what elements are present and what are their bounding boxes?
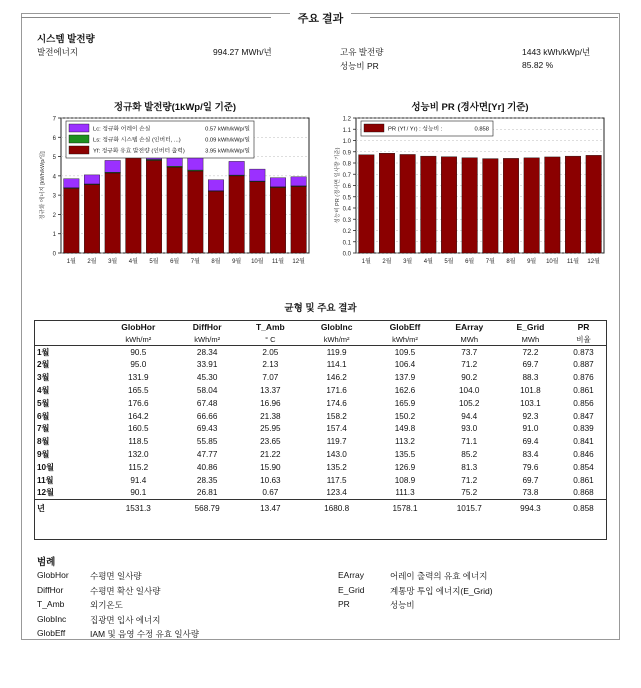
legend-desc: 계통망 투입 에너지(E_Grid): [390, 585, 493, 596]
value-cell: 72.2: [522, 347, 539, 357]
unit-cell: MWh: [500, 334, 561, 346]
table-row: [35, 384, 606, 397]
value-cell: 90.5: [130, 347, 147, 357]
month-cell: 12월: [37, 488, 55, 498]
y-tick-label: 7: [52, 116, 56, 123]
year-label-cell: 년: [35, 500, 101, 518]
specific-yield-value: 1443 kWh/kWp/년: [522, 47, 591, 57]
month-cell: 6월: [37, 411, 50, 421]
value-cell: 16.96: [260, 398, 281, 408]
value-cell: 21.22: [260, 450, 281, 460]
legend-key: DiffHor: [37, 584, 64, 595]
bar-lc: [270, 178, 286, 187]
value-cell: 26.81: [196, 488, 218, 498]
legend-desc: IAM 및 음영 수정 유효 일사량: [90, 629, 200, 639]
value-cell: 90.2: [461, 373, 478, 383]
bar-pr: [586, 155, 602, 253]
value-cell: 105.2: [459, 398, 480, 408]
value-cell: 85.2: [461, 450, 478, 460]
month-cell: 11월: [37, 475, 54, 485]
value-cell: 0.876: [573, 373, 594, 383]
x-tick-label: 8월: [211, 259, 221, 265]
x-tick-label: 12월: [587, 259, 600, 265]
x-tick-label: 1월: [66, 259, 76, 265]
value-cell: 164.2: [128, 411, 149, 421]
value-cell: 106.4: [394, 360, 416, 370]
value-cell: 95.0: [130, 360, 147, 370]
x-tick-label: 5월: [149, 259, 159, 265]
value-cell: 157.4: [326, 424, 347, 434]
y-tick-label: 0.7: [342, 172, 351, 179]
value-cell: 176.6: [128, 398, 149, 408]
value-cell: 0.861: [573, 475, 594, 485]
y-tick-label: 1: [52, 232, 56, 239]
bar-pr: [545, 157, 561, 253]
x-tick-label: 10월: [546, 259, 559, 265]
value-cell: 0.847: [573, 411, 594, 421]
table-row: [35, 410, 606, 423]
bar-pr: [379, 153, 395, 253]
table-row: [35, 474, 606, 487]
legend-desc: 수평면 확산 일사량: [90, 585, 161, 596]
legend-key: GlobInc: [37, 613, 67, 624]
unit-cell: 비율: [561, 334, 606, 346]
x-tick-label: 7월: [485, 259, 495, 265]
col-globeff: GlobEff: [389, 322, 421, 333]
legend-desc: 수평면 일사량: [90, 571, 142, 581]
bar-lc: [208, 180, 224, 191]
value-cell: 119.7: [326, 437, 347, 447]
legend-label: Ls: 정규화 시스템 손실 (인버터, ...): [93, 137, 181, 144]
legend-value: 3.95 kWh/kWp/일: [205, 148, 250, 155]
x-tick-label: 7월: [190, 259, 200, 265]
value-cell: 123.4: [326, 488, 347, 498]
value-cell: 10.63: [260, 475, 281, 485]
value-cell: 67.48: [196, 398, 218, 408]
table-row: [35, 423, 606, 436]
legend-label: PR (Yf / Yr) : 성능비 :: [388, 126, 443, 133]
x-tick-label: 11월: [566, 259, 580, 265]
value-cell: 91.0: [522, 424, 539, 434]
value-cell: 47.77: [196, 450, 218, 460]
unit-cell: kWh/m²: [176, 334, 239, 346]
value-cell: 160.5: [128, 424, 149, 434]
legend-label: Yf: 정규화 유효 발전량 (인버터 출력): [93, 148, 185, 155]
legend-key: E_Grid: [338, 584, 365, 595]
value-cell: 0.887: [573, 360, 594, 370]
pr-value: 85.82 %: [522, 60, 554, 70]
table-row: [35, 345, 606, 358]
table-row: [35, 461, 606, 474]
value-cell: 119.9: [326, 347, 347, 357]
value-cell: 114.1: [326, 360, 347, 370]
bar-pr: [503, 158, 519, 253]
value-cell: 79.6: [522, 462, 539, 472]
x-tick-label: 1월: [361, 259, 371, 265]
y-tick-label: 6: [52, 135, 56, 142]
x-tick-label: 12월: [292, 259, 305, 265]
col-egrid: E_Grid: [516, 322, 545, 333]
bar-lc: [84, 175, 100, 184]
value-cell: 73.7: [461, 347, 478, 357]
value-cell: 2.13: [262, 360, 279, 370]
y-tick-label: 4: [52, 174, 56, 181]
y-tick-label: 3: [52, 193, 56, 200]
y-tick-label: 0.9: [342, 150, 351, 157]
value-cell: 103.1: [520, 398, 541, 408]
unit-cell: kWh/m²: [101, 334, 176, 346]
value-cell: 33.91: [196, 360, 218, 370]
col-earray: EArray: [455, 322, 484, 333]
legend-desc: 성능비: [390, 600, 415, 610]
system-production-title: 시스템 발전량: [37, 34, 95, 45]
legend-desc: 집광면 입사 에너지: [90, 614, 161, 625]
value-cell: 158.2: [326, 411, 347, 421]
value-cell: 58.04: [196, 386, 218, 396]
bar-yf: [291, 186, 307, 253]
y-tick-label: 2: [52, 212, 56, 219]
y-tick-label: 5: [52, 155, 56, 162]
table-title: 균형 및 주요 결과: [284, 303, 357, 314]
y-tick-label: 0.1: [342, 240, 351, 247]
y-tick-label: 0.3: [342, 217, 351, 224]
x-tick-label: 9월: [232, 259, 242, 265]
x-tick-label: 2월: [87, 259, 97, 265]
table-row: [35, 397, 606, 410]
value-cell: 0.861: [573, 386, 594, 396]
y-tick-label: 0.0: [342, 251, 351, 258]
bar-yf: [167, 167, 183, 253]
bar-yf: [229, 176, 245, 253]
value-cell: 111.3: [395, 488, 415, 498]
value-cell: 71.1: [461, 437, 478, 447]
energy-value: 994.27 MWh/년: [213, 47, 272, 57]
bar-yf: [270, 187, 286, 253]
col-globinc: GlobInc: [320, 322, 353, 333]
table-row: [35, 448, 606, 461]
value-cell: 45.30: [196, 373, 218, 383]
page-title: 주요 결과: [0, 10, 641, 26]
legend-key: GlobHor: [37, 570, 69, 580]
y-tick-label: 0.5: [342, 195, 351, 202]
x-tick-label: 6월: [170, 259, 180, 265]
value-cell: 104.0: [459, 386, 480, 396]
bar-yf: [84, 185, 100, 253]
bar-pr: [483, 159, 499, 253]
unit-cell: MWh: [439, 334, 500, 346]
table-row: [35, 371, 606, 384]
value-cell: 0.868: [573, 488, 594, 498]
y-tick-label: 0: [52, 251, 56, 258]
col-diffhor: DiffHor: [192, 322, 222, 333]
month-cell: 3월: [37, 373, 50, 383]
value-cell: 71.2: [461, 360, 478, 370]
value-cell: 150.2: [394, 411, 416, 421]
value-cell: 15.90: [260, 462, 281, 472]
unit-cell: ° C: [239, 334, 302, 346]
value-cell: 171.6: [326, 386, 347, 396]
bar-lc: [291, 177, 307, 186]
legend-key: EArray: [338, 570, 364, 580]
value-cell: 13.37: [260, 386, 281, 396]
value-cell: 108.9: [394, 475, 416, 485]
normalized-production-chart: [36, 113, 316, 270]
value-cell: 0.873: [573, 347, 594, 357]
value-cell: 117.5: [326, 475, 347, 485]
value-cell: 118.5: [128, 437, 149, 447]
value-cell: 69.4: [522, 437, 539, 447]
month-cell: 4월: [37, 386, 50, 396]
x-tick-label: 3월: [403, 259, 413, 265]
value-cell: 132.0: [128, 450, 149, 460]
bar-yf: [188, 171, 204, 253]
y-tick-label: 1.2: [342, 116, 351, 123]
col-globhor: GlobHor: [121, 322, 156, 333]
x-tick-label: 2월: [382, 259, 392, 265]
month-cell: 1월: [37, 347, 50, 357]
value-cell: 101.8: [520, 386, 541, 396]
x-tick-label: 11월: [271, 259, 285, 265]
bar-pr: [524, 158, 540, 253]
y-tick-label: 0.2: [342, 229, 351, 235]
value-cell: 149.8: [394, 424, 416, 434]
value-cell: 69.7: [522, 475, 539, 485]
balance-table: [34, 320, 607, 540]
value-cell: 69.7: [522, 360, 539, 370]
bar-lc: [250, 169, 265, 181]
value-cell: 135.5: [394, 450, 416, 460]
year-value-cell: 0.858: [561, 500, 606, 518]
legend-value: 0.858: [474, 126, 489, 133]
legend-swatch: [69, 135, 89, 143]
value-cell: 81.3: [461, 462, 478, 472]
y-tick-label: 0.6: [342, 184, 351, 190]
legend-key: GlobEff: [37, 628, 66, 638]
energy-label: 발전에너지: [37, 47, 79, 57]
table-row: [35, 435, 606, 448]
bar-yf: [146, 160, 162, 253]
x-tick-label: 8월: [506, 259, 516, 265]
y-axis-label: 성능비 PR (경사면 일사량 기준): [335, 147, 341, 224]
value-cell: 0.854: [573, 462, 594, 472]
legend-key: PR: [338, 599, 350, 609]
legend-title: 범례: [37, 557, 56, 568]
bar-pr: [359, 155, 375, 253]
bar-lc: [229, 161, 245, 175]
y-tick-label: 1.0: [342, 139, 351, 145]
value-cell: 115.2: [128, 462, 149, 472]
value-cell: 143.0: [326, 450, 347, 460]
bar-yf: [105, 173, 121, 253]
x-tick-label: 6월: [465, 259, 475, 265]
value-cell: 23.65: [260, 437, 281, 447]
bar-pr: [462, 158, 478, 253]
value-cell: 25.95: [260, 424, 281, 434]
year-value-cell: 568.79: [176, 500, 239, 518]
x-tick-label: 9월: [527, 259, 537, 265]
year-value-cell: 13.47: [239, 500, 302, 518]
value-cell: 174.6: [326, 398, 347, 408]
bar-lc: [64, 179, 80, 188]
value-cell: 88.3: [522, 373, 539, 383]
y-axis-label: 정규화 에너지 [kWh/kWp/일]: [40, 151, 46, 220]
value-cell: 0.846: [573, 450, 594, 460]
legend-value: 0.09 kWh/kWp/일: [205, 137, 250, 144]
legend-label: Lc: 정규화 어레이 손실: [93, 126, 151, 133]
value-cell: 91.4: [130, 475, 147, 485]
value-cell: 7.07: [262, 373, 279, 383]
table-row: [35, 359, 606, 372]
month-cell: 5월: [37, 398, 50, 408]
specific-yield-label: 고유 발전량: [340, 47, 384, 57]
value-cell: 0.839: [573, 424, 594, 434]
pr-label: 성능비 PR: [340, 61, 379, 71]
bar-lc: [105, 160, 121, 172]
x-tick-label: 10월: [251, 259, 264, 265]
bar-yf: [208, 191, 224, 253]
value-cell: 40.86: [196, 462, 218, 472]
bar-pr: [400, 154, 416, 253]
bar-pr: [421, 156, 437, 253]
value-cell: 165.9: [394, 398, 416, 408]
year-value-cell: 994.3: [500, 500, 561, 518]
month-cell: 2월: [37, 360, 50, 370]
year-value-cell: 1578.1: [371, 500, 438, 518]
legend-swatch: [69, 124, 89, 132]
col-tamb: T_Amb: [255, 322, 285, 333]
y-tick-label: 0.8: [342, 161, 351, 168]
value-cell: 55.85: [196, 437, 218, 447]
value-cell: 162.6: [394, 386, 416, 396]
value-cell: 0.67: [262, 488, 279, 498]
value-cell: 146.2: [326, 373, 347, 383]
value-cell: 73.8: [522, 488, 539, 498]
value-cell: 92.3: [522, 411, 539, 421]
value-cell: 21.38: [260, 411, 281, 421]
year-value-cell: 1531.3: [101, 500, 176, 518]
value-cell: 94.4: [461, 411, 478, 421]
value-cell: 113.2: [395, 437, 415, 447]
value-cell: 93.0: [461, 424, 478, 434]
month-cell: 9월: [37, 450, 50, 460]
unit-cell: kWh/m²: [302, 334, 371, 346]
value-cell: 69.43: [196, 424, 218, 434]
bar-yf: [64, 188, 80, 253]
value-cell: 90.1: [130, 488, 147, 498]
table-unit-row: [35, 334, 606, 346]
legend-desc: 외기온도: [90, 600, 123, 610]
value-cell: 71.2: [461, 475, 478, 485]
bar-yf: [250, 182, 265, 253]
month-cell: 8월: [37, 437, 50, 447]
value-cell: 66.66: [196, 411, 218, 421]
value-cell: 2.05: [262, 347, 279, 357]
month-cell: 10월: [37, 462, 55, 472]
x-tick-label: 3월: [108, 259, 118, 265]
legend-key: T_Amb: [37, 599, 65, 609]
chart2-title: 성능비 PR (경사면[Yr] 기준): [411, 102, 529, 113]
table-row: [35, 487, 606, 500]
x-tick-label: 4월: [423, 259, 433, 265]
value-cell: 28.35: [196, 475, 218, 485]
table-year-row: [35, 500, 606, 518]
x-tick-label: 4월: [128, 259, 138, 265]
performance-ratio-chart: [331, 113, 611, 270]
legend-desc: 어레이 출력의 유효 에너지: [390, 571, 488, 581]
value-cell: 137.9: [394, 373, 416, 383]
chart1-title: 정규화 발전량(1kWp/일 기준): [113, 102, 237, 113]
value-cell: 135.2: [326, 462, 347, 472]
value-cell: 165.5: [128, 386, 149, 396]
legend-value: 0.57 kWh/kWp/일: [205, 126, 250, 133]
value-cell: 126.9: [394, 462, 416, 472]
bar-pr: [441, 157, 457, 253]
legend-swatch: [364, 124, 384, 132]
value-cell: 0.856: [573, 398, 594, 408]
value-cell: 109.5: [394, 347, 416, 357]
month-cell: 7월: [37, 424, 50, 434]
bar-yf: [126, 158, 142, 253]
table-header-row: [35, 321, 606, 334]
value-cell: 75.2: [461, 488, 478, 498]
value-cell: 28.34: [196, 347, 218, 357]
legend-swatch: [69, 146, 89, 154]
value-cell: 131.9: [128, 373, 149, 383]
x-tick-label: 5월: [444, 259, 454, 265]
value-cell: 83.4: [522, 450, 539, 460]
col-pr: PR: [577, 322, 590, 333]
unit-cell: kWh/m²: [371, 334, 438, 346]
value-cell: 0.841: [573, 437, 594, 447]
y-tick-label: 1.1: [342, 127, 351, 134]
year-value-cell: 1680.8: [302, 500, 371, 518]
y-tick-label: 0.4: [342, 206, 351, 213]
bar-pr: [565, 156, 581, 253]
year-value-cell: 1015.7: [439, 500, 500, 518]
